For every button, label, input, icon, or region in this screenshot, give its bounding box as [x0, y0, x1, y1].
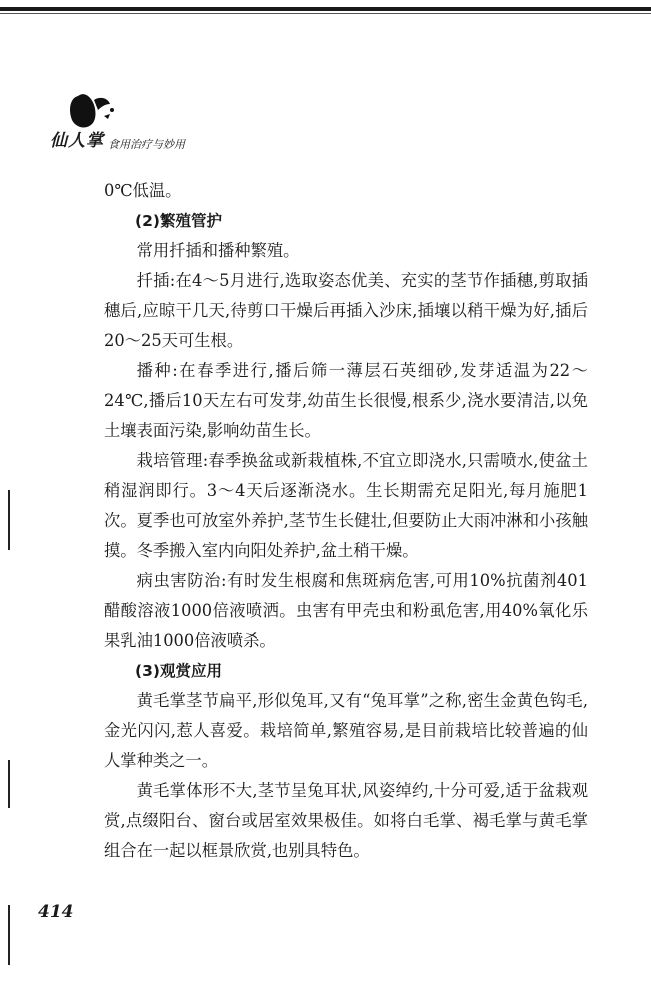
running-header-logo	[50, 86, 220, 156]
scan-edge-mark	[8, 490, 10, 550]
paragraph: 病虫害防治:有时发生根腐和焦斑病危害,可用10%抗菌剂401醋酸溶液1000倍液喷洒。虫害有甲壳虫和粉虱危害,用40%氧化乐果乳油1000倍液喷杀。	[104, 571, 588, 650]
scan-edge-mark	[8, 905, 10, 965]
paragraph: 0℃低温。	[104, 181, 182, 200]
body-text	[104, 176, 588, 866]
paragraph: 常用扦插和播种繁殖。	[136, 241, 300, 260]
section-heading: (2)繁殖管护	[135, 212, 222, 230]
top-rule	[0, 7, 651, 11]
paragraph: 黄毛掌茎节扁平,形似兔耳,又有“兔耳掌”之称,密生金黄色钩毛,金光闪闪,惹人喜爱。栽培简单,繁殖容易,是目前栽培比较普遍的仙人掌种类之一。	[104, 691, 588, 770]
scan-edge-mark	[8, 760, 10, 808]
paragraph: 扦插:在4～5月进行,选取姿态优美、充实的茎节作插穗,剪取插穗后,应晾干几天,待剪口干燥后再插入沙床,插壤以稍干燥为好,插后20～25天可生根。	[104, 271, 588, 350]
top-rule-thin	[0, 13, 651, 14]
header-title: 仙人掌	[50, 131, 104, 151]
section-heading: (3)观赏应用	[135, 662, 222, 680]
paragraph: 播种:在春季进行,播后筛一薄层石英细砂,发芽适温为22～24℃,播后10天左右可发芽,幼苗生长很慢,根系少,浇水要清洁,以免土壤表面污染,影响幼苗生长。	[104, 361, 588, 440]
paragraph: 黄毛掌体形不大,茎节呈兔耳状,风姿绰约,十分可爱,适于盆栽观赏,点缀阳台、窗台或居室效果极佳。如将白毛掌、褐毛掌与黄毛掌组合在一起以框景欣赏,也别具特色。	[104, 781, 588, 860]
header-subtitle: 食用治疗与妙用	[108, 138, 185, 151]
paragraph: 栽培管理:春季换盆或新栽植株,不宜立即浇水,只需喷水,使盆土稍湿润即行。3～4天后逐渐浇水。生长期需充足阳光,每月施肥1次。夏季也可放室外养护,茎节生长健壮,但要防止大雨冲淋和小孩触摸。冬季搬入室内向阳处养护,盆土稍干燥。	[104, 451, 588, 560]
page-number: 414	[38, 902, 74, 922]
